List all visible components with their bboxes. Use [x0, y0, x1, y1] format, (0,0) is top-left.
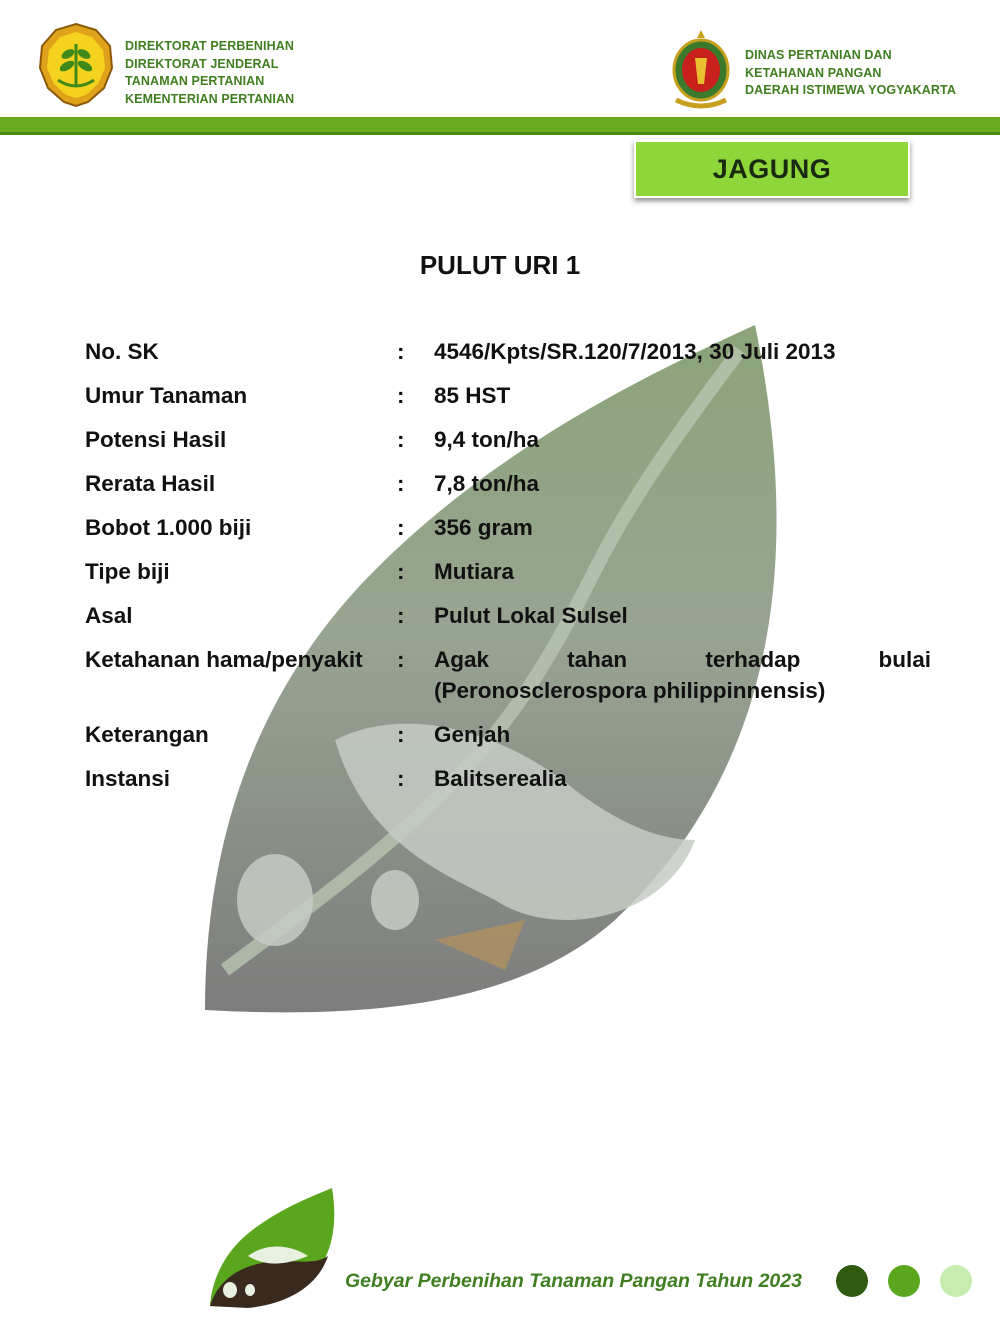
spec-colon: : [397, 647, 405, 672]
footer-dot-mid [888, 1265, 920, 1297]
spec-colon: : [397, 766, 405, 791]
footer-dot-dark [836, 1265, 868, 1297]
spec-value: 4546/Kpts/SR.120/7/2013, 30 Juli 2013 [434, 339, 836, 364]
spec-row-bobot [85, 512, 931, 543]
category-tag: JAGUNG [634, 140, 910, 198]
spec-row-asal [85, 600, 931, 631]
header-left-line: DIREKTORAT PERBENIHAN [125, 39, 295, 53]
spec-value: Genjah [434, 722, 511, 747]
diy-emblem-logo [668, 28, 734, 112]
spec-colon: : [397, 471, 405, 496]
spec-row-potensi [85, 424, 931, 455]
spec-label: Umur Tanaman [85, 383, 248, 408]
header-right-line: KETAHANAN PANGAN [745, 65, 882, 80]
spec-colon: : [397, 339, 405, 364]
header-left-line: TANAMAN PERTANIAN [125, 74, 265, 88]
spec-row-umur [85, 380, 931, 411]
spec-value: 9,4 ton/ha [434, 427, 540, 452]
spec-value: Balitserealia [434, 766, 567, 791]
spec-colon: : [397, 427, 405, 452]
spec-table [85, 336, 931, 807]
spec-value: 7,8 ton/ha [434, 471, 540, 496]
header-right-org [745, 47, 956, 100]
spec-value [434, 644, 931, 706]
spec-colon: : [397, 603, 405, 628]
spec-label: Instansi [85, 766, 171, 791]
spec-value: Mutiara [434, 559, 515, 584]
spec-label: Keterangan [85, 722, 209, 747]
spec-label: Ketahanan hama/penyakit [85, 647, 363, 672]
spec-value: 356 gram [434, 515, 533, 540]
spec-value: Pulut Lokal Sulsel [434, 603, 628, 628]
spec-value-line: (Peronosclerospora philippinnensis) [434, 678, 826, 703]
spec-colon: : [397, 515, 405, 540]
spec-value: 85 HST [434, 383, 511, 408]
spec-label: No. SK [85, 339, 159, 364]
footer-dot-light [940, 1265, 972, 1297]
header-right-line: DINAS PERTANIAN DAN [745, 48, 892, 62]
spec-colon: : [397, 559, 405, 584]
spec-label: Potensi Hasil [85, 427, 227, 452]
spec-value-line: Agak tahan terhadap bulai [434, 647, 931, 672]
header-left-org [125, 38, 294, 108]
variety-title: PULUT URI 1 [419, 250, 581, 280]
header-right-line: DAERAH ISTIMEWA YOGYAKARTA [745, 83, 956, 97]
spec-row-ketahanan [85, 644, 931, 706]
spec-colon: : [397, 383, 405, 408]
header-left-line: KEMENTERIAN PERTANIAN [125, 91, 295, 106]
spec-label: Rerata Hasil [85, 471, 216, 496]
header-left-line: DIREKTORAT JENDERAL [125, 56, 279, 71]
spec-label: Bobot 1.000 biji [85, 515, 252, 540]
footer-tagline: Gebyar Perbenihan Tanaman Pangan Tahun 2023 [345, 1270, 802, 1292]
spec-row-rerata [85, 468, 931, 499]
kementan-logo [38, 22, 114, 108]
spec-row-instansi [85, 763, 931, 794]
spec-label: Tipe biji [85, 559, 170, 584]
header-divider-shade [0, 132, 1000, 135]
spec-row-tipe [85, 556, 931, 587]
spec-label: Asal [85, 603, 133, 628]
spec-row-keterangan [85, 719, 931, 750]
event-leaf-logo [208, 1186, 338, 1310]
spec-colon: : [397, 722, 405, 747]
spec-row-no-sk [85, 336, 931, 367]
